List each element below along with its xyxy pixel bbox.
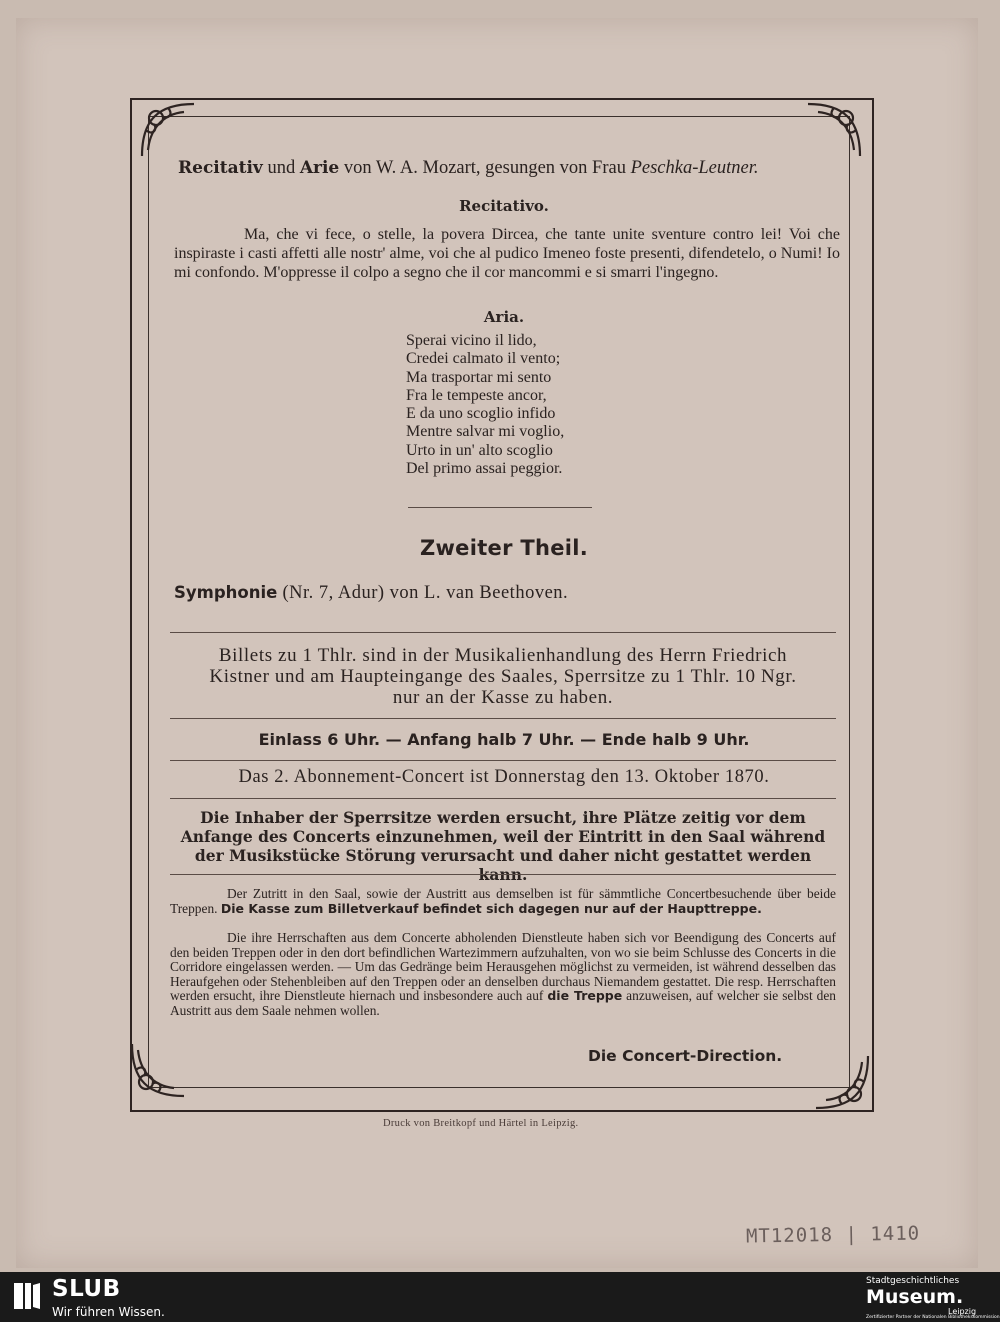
- corner-ornament-icon: [138, 100, 198, 160]
- sperrsitze-line: der Musikstücke Störung verursacht und daher nicht gestattet werden kann.: [194, 846, 812, 884]
- aria-line: E da uno scoglio infido: [406, 405, 556, 423]
- title-und: und: [262, 158, 300, 178]
- aria-verse: [406, 332, 564, 478]
- divider-rule: [170, 632, 836, 633]
- kasse-notice: Die Kasse zum Billetverkauf befindet sich dagegen nur auf der Haupttreppe.: [220, 900, 762, 916]
- title-bold-recitativ: Recitativ: [178, 158, 263, 178]
- entrance-notice: [170, 887, 836, 916]
- singer-name: Peschka-Leutner.: [630, 158, 759, 178]
- billets-line: Billets zu 1 Thlr. sind in der Musikalienhandlung des Herrn Friedrich: [218, 645, 788, 666]
- sperrsitze-line: Die Inhaber der Sperrsitze werden ersucht, ihre Plätze zeitig vor dem: [200, 808, 806, 827]
- aria-line: Credei calmato il vento;: [406, 350, 561, 368]
- archive-footer-bar: [0, 1272, 1000, 1322]
- corner-ornament-icon: [812, 1052, 872, 1112]
- recitativo-text: Ma, che vi fece, o stelle, la povera Dircea, che tante unite sventure contro lei! Voi che inspiraste i casti affetti alle nostr' alme, voi che al pudico Imeneo foste presenti, difendetelo, o Numi! Io mi confondo. M'oppresse il colpo a segno che il cor mancommi e si smarri l'ingegno.: [174, 226, 840, 281]
- aria-line: Del primo assai peggior.: [406, 460, 563, 478]
- divider-rule: [170, 760, 836, 761]
- divider-rule: [170, 798, 836, 799]
- sperrsitze-line: Anfange des Concerts einzunehmen, weil der Eintritt in den Saal während: [180, 827, 826, 846]
- partner-note: Zertifizierter Partner der Nationalen Bibliothekskommission: [866, 1315, 1000, 1320]
- treppe-bold: die Treppe: [547, 988, 623, 1004]
- aria-line: Mentre salvar mi voglio,: [406, 423, 565, 441]
- symphonie-details: (Nr. 7, Adur) von L. van Beethoven.: [277, 583, 569, 603]
- aria-line: Urto in un' alto scoglio: [406, 441, 553, 459]
- slub-logo-icon: [12, 1280, 42, 1312]
- printer-credit: Druck von Breitkopf und Härtel in Leipzig.: [383, 1118, 579, 1129]
- corner-ornament-icon: [128, 1040, 188, 1100]
- museum-name: Museum.: [866, 1286, 964, 1308]
- title-rest: von W. A. Mozart, gesungen von Frau: [339, 158, 631, 178]
- entrance-notice-text: Der Zutritt in den Saal, sowie der Austritt aus demselben ist für sämmtliche Concertbesuchende über beide Treppen.: [170, 886, 836, 916]
- servants-notice-end: anzuweisen, auf welcher sie selbst den Austritt aus dem Saale nehmen wollen.: [170, 988, 836, 1018]
- aria-line: Fra le tempeste ancor,: [406, 386, 547, 404]
- recitativo-heading: Recitativo.: [459, 197, 549, 215]
- archive-number: MT12018 | 1410: [745, 1222, 921, 1248]
- museum-city: Leipzig: [948, 1307, 977, 1316]
- corner-ornament-icon: [804, 100, 864, 160]
- symphonie-label: Symphonie: [174, 583, 278, 602]
- part-two-heading: Zweiter Theil.: [419, 536, 589, 560]
- divider-rule: [170, 874, 836, 875]
- einlass-times: Einlass 6 Uhr. — Anfang halb 7 Uhr. — Ende halb 9 Uhr.: [258, 730, 750, 749]
- servants-notice-text: Die ihre Herrschaften aus dem Concerte abholenden Dienstleute haben sich vor Beendigung des Concerts auf den beiden Treppen oder in den dort befindlichen Wartezimmern aufzuhalten, von wo sie beim Schlusse des Concerts in die Corridore eingelassen werden. — Um das Gedränge beim Herausgehen möglichst zu vermeiden, ist während desselben das Heraufgehen oder Stehenbleiben auf den Treppen oder an denselben durchaus Niemandem gestattet. Die resp. Herrschaften werden ersucht, ihre Dienstleute hiernach und insbesondere auch auf: [170, 930, 836, 1004]
- servants-notice: [170, 931, 836, 1019]
- billets-info: [170, 645, 836, 708]
- aria-heading: Aria.: [483, 308, 525, 326]
- billets-line: Kistner und am Haupteingange des Saales, Sperrsitze zu 1 Thlr. 10 Ngr.: [209, 666, 797, 687]
- section-divider-short: [408, 507, 592, 508]
- aria-line: Ma trasportar mi sento: [406, 368, 552, 386]
- recitativ-title: [178, 158, 759, 179]
- slub-tagline: Wir führen Wissen.: [52, 1305, 165, 1319]
- aria-line: Sperai vicino il lido,: [406, 332, 537, 349]
- billets-line: nur an der Kasse zu haben.: [392, 687, 614, 708]
- next-concert: Das 2. Abonnement-Concert ist Donnerstag den 13. Oktober 1870.: [238, 767, 770, 787]
- concert-direction-signature: Die Concert-Direction.: [588, 1047, 783, 1065]
- symphonie-line: [174, 583, 568, 604]
- divider-rule: [170, 718, 836, 719]
- title-bold-arie: Arie: [299, 158, 340, 178]
- museum-small-label: Stadtgeschichtliches: [866, 1276, 960, 1286]
- slub-brand: SLUB: [52, 1276, 121, 1302]
- sperrsitze-notice: [170, 808, 836, 884]
